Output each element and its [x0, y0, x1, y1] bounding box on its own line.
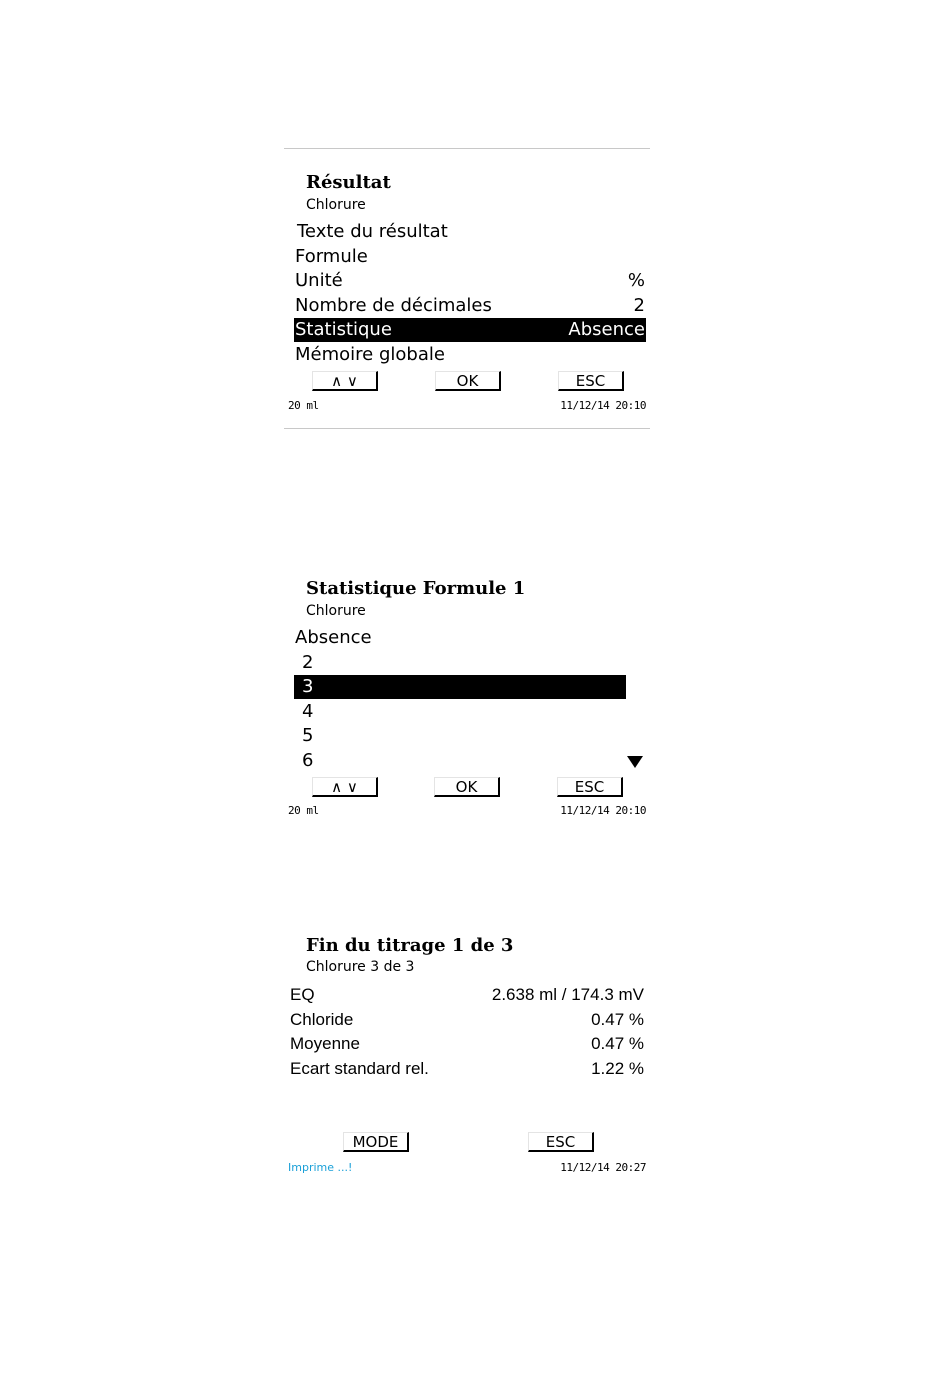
menu-item-value: %	[627, 270, 645, 291]
menu-item-decimals[interactable]	[294, 294, 646, 318]
nav-up-down-button[interactable]: ∧ ∨	[312, 371, 378, 391]
page-subtitle: Chlorure	[306, 197, 366, 213]
result-label: EQ	[290, 985, 315, 1004]
mode-button[interactable]: MODE	[343, 1132, 409, 1152]
scroll-down-icon[interactable]	[627, 756, 643, 768]
result-value: 0.47 %	[591, 1010, 644, 1029]
menu-item-result-text[interactable]	[296, 220, 646, 244]
result-value: 2.638 ml / 174.3 mV	[491, 985, 644, 1004]
status-volume: 20 ml	[288, 399, 319, 412]
nav-up-down-button[interactable]: ∧ ∨	[312, 777, 378, 797]
result-settings-screen	[284, 148, 650, 428]
status-printing: Imprime ...!	[288, 1161, 353, 1174]
status-datetime: 11/12/14 20:10	[560, 804, 646, 817]
option-2[interactable]	[294, 651, 626, 675]
menu-item-global-memory[interactable]	[294, 343, 646, 367]
esc-button[interactable]: ESC	[557, 777, 623, 797]
menu-item-value: 2	[633, 295, 645, 316]
statistics-formula-screen	[284, 560, 650, 825]
menu-item-unit[interactable]	[294, 269, 646, 293]
option-4[interactable]	[294, 700, 626, 724]
ok-button[interactable]: OK	[434, 777, 500, 797]
result-row-rel-std-dev	[290, 1057, 644, 1081]
menu-item-label: Formule	[295, 246, 368, 267]
option-label: 5	[302, 725, 314, 746]
menu-item-label: Mémoire globale	[295, 344, 445, 365]
page-subtitle: Chlorure 3 de 3	[306, 959, 415, 975]
result-value: 1.22 %	[591, 1059, 644, 1078]
menu-item-label: Texte du résultat	[297, 221, 448, 242]
esc-button[interactable]: ESC	[558, 371, 624, 391]
status-datetime: 11/12/14 20:27	[560, 1161, 646, 1174]
option-label: 6	[302, 750, 314, 771]
page-title: Statistique Formule 1	[306, 578, 526, 599]
menu-item-label: Unité	[295, 270, 343, 291]
option-6[interactable]	[294, 749, 626, 773]
menu-item-formula[interactable]	[294, 245, 646, 269]
result-row-chloride	[290, 1008, 644, 1032]
esc-button[interactable]: ESC	[528, 1132, 594, 1152]
status-volume: 20 ml	[288, 804, 319, 817]
menu-item-statistics[interactable]	[294, 318, 646, 342]
option-label: Absence	[295, 627, 372, 648]
option-label: 2	[302, 652, 314, 673]
menu-item-value: Absence	[568, 319, 645, 340]
menu-item-label: Nombre de décimales	[295, 295, 492, 316]
ok-button[interactable]: OK	[435, 371, 501, 391]
page-title: Fin du titrage 1 de 3	[306, 935, 514, 956]
option-label: 4	[302, 701, 314, 722]
status-datetime: 11/12/14 20:10	[560, 399, 646, 412]
result-row-mean	[290, 1032, 644, 1056]
titration-end-screen	[284, 920, 650, 1180]
menu-item-label: Statistique	[295, 319, 392, 340]
option-3[interactable]	[294, 675, 626, 699]
option-label: 3	[302, 676, 314, 697]
result-row-eq	[290, 983, 644, 1007]
result-label: Chloride	[290, 1010, 354, 1029]
page-title: Résultat	[306, 172, 391, 193]
result-label: Ecart standard rel.	[290, 1059, 429, 1078]
page-subtitle: Chlorure	[306, 603, 366, 619]
result-value: 0.47 %	[591, 1034, 644, 1053]
option-5[interactable]	[294, 724, 626, 748]
screen1-bottom-divider	[284, 428, 650, 429]
result-label: Moyenne	[290, 1034, 360, 1053]
